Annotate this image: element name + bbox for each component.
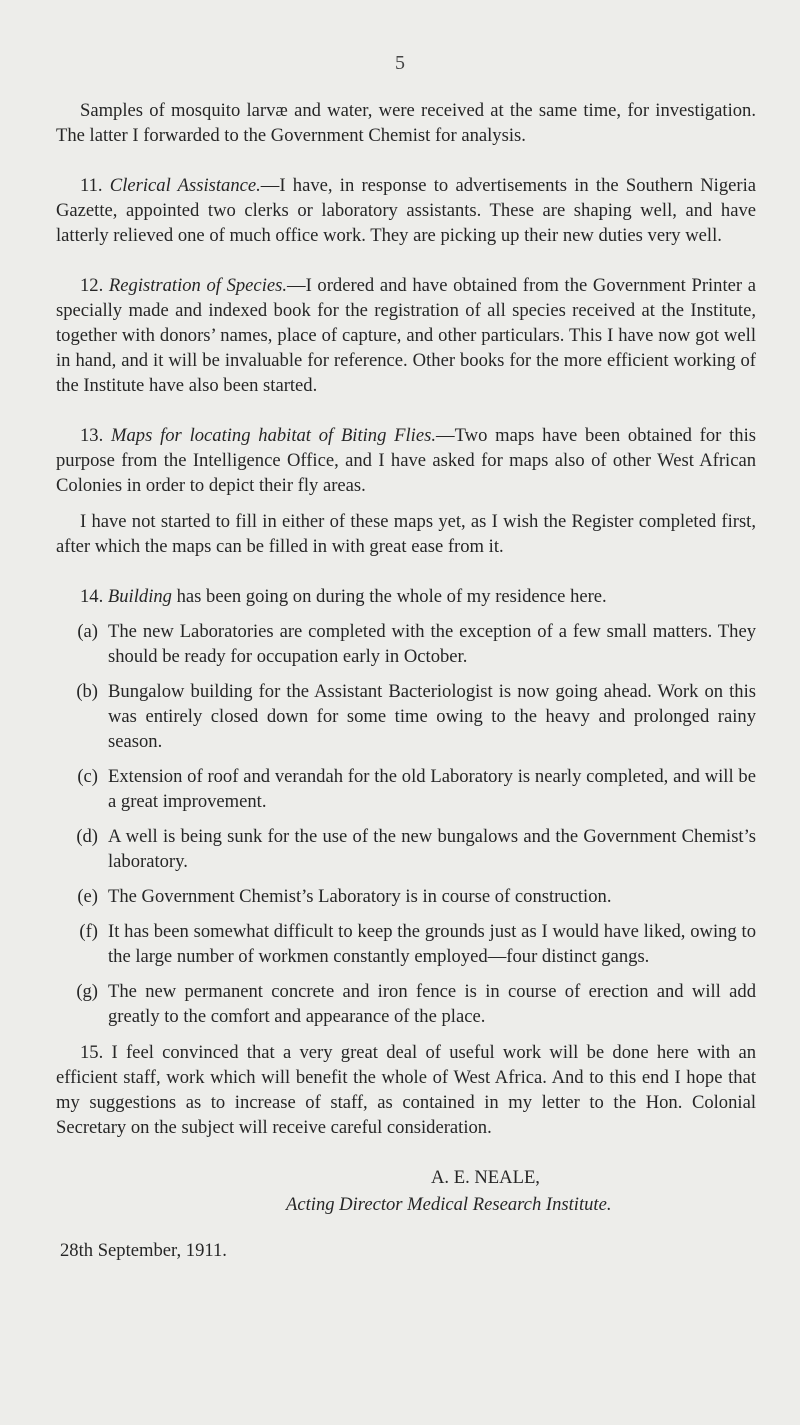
section-13-text: —Two maps have been obtained for this purpose from the Intelligence Office, and I have asked for maps also of other West African Colonies in order to depict their fly areas. bbox=[56, 425, 756, 496]
section-11-heading: Clerical Assistance. bbox=[109, 175, 261, 196]
section-13-number: 13. bbox=[80, 425, 104, 446]
intro-paragraph: Samples of mosquito larvæ and water, were received at the same time, for investigation. The latter I forwarded to the Government Chemist for analysis. bbox=[56, 100, 756, 146]
section-14-text: has been going on during the whole of my residence here. bbox=[171, 586, 607, 607]
section-12-number: 12. bbox=[80, 275, 104, 296]
section-13 bbox=[56, 423, 756, 498]
list-item-text: The new permanent concrete and iron fence is in course of erection and will add greatly to the comfort and appearance of the place. bbox=[108, 981, 756, 1027]
section-14-number: 14. bbox=[80, 586, 104, 607]
section-12-text: —I ordered and have obtained from the Government Printer a specially made and indexed book for the registration of all species received at the Institute, together with donors’ names, place of capture, and other particulars. This I have now got well in hand, and it will be invaluable for reference. Other books for the more efficient working of the Institute have also been started. bbox=[56, 275, 756, 396]
list-item-label: (c) bbox=[77, 766, 98, 787]
list-item-text: The new Laboratories are completed with the exception of a few small matters. They should be ready for occupation early in October. bbox=[108, 621, 756, 667]
section-13-paragraph-2: I have not started to fill in either of these maps yet, as I wish the Register completed first, after which the maps can be filled in with great ease from it. bbox=[56, 511, 756, 557]
section-14 bbox=[56, 584, 756, 609]
section-13-heading: Maps for locating habitat of Biting Flies. bbox=[111, 425, 436, 446]
list-item-text: It has been somewhat difficult to keep the grounds just as I would have liked, owing to the large number of workmen constantly employed—four distinct gangs. bbox=[108, 921, 756, 967]
list-item bbox=[56, 919, 756, 969]
list-item-text: The Government Chemist’s Laboratory is in course of construction. bbox=[108, 886, 612, 907]
section-14-heading: Building bbox=[107, 586, 172, 607]
section-12 bbox=[56, 273, 756, 398]
section-11 bbox=[56, 173, 756, 248]
list-item-label: (b) bbox=[76, 681, 98, 702]
document-date bbox=[56, 1238, 756, 1263]
list-item-text: A well is being sunk for the use of the new bungalows and the Government Chemist’s laboratory. bbox=[108, 826, 756, 872]
list-item-text: Bungalow building for the Assistant Bacteriologist is now going ahead. Work on this was entirely closed down for some time owing to the heavy and prolonged rainy season. bbox=[108, 681, 756, 752]
list-item-text: Extension of roof and verandah for the old Laboratory is nearly completed, and will be a great improvement. bbox=[108, 766, 756, 812]
list-item-label: (e) bbox=[77, 886, 98, 907]
signature-name: A. E. NEALE, bbox=[431, 1167, 540, 1188]
section-12-heading: Registration of Species. bbox=[108, 275, 287, 296]
document-body bbox=[56, 98, 756, 1263]
date-text: 28th September, 1911. bbox=[60, 1240, 227, 1261]
list-item-label: (f) bbox=[79, 921, 98, 942]
list-item-label: (g) bbox=[76, 981, 98, 1002]
list-item-label: (a) bbox=[77, 621, 98, 642]
list-item bbox=[56, 679, 756, 754]
list-item bbox=[56, 979, 756, 1029]
section-15 bbox=[56, 1040, 756, 1140]
signature-title: Acting Director Medical Research Institute. bbox=[286, 1194, 612, 1215]
section-15-text: I feel convinced that a very great deal of useful work will be done here with an efficient staff, work which will benefit the whole of West Africa. And to this end I hope that my suggestions as to increase of staff, as contained in my letter to the Hon. Colonial Secretary on the subject will receive careful consideration. bbox=[56, 1042, 756, 1138]
list-item bbox=[56, 764, 756, 814]
section-11-text: —I have, in response to advertisements in the Southern Nigeria Gazette, appointed two clerks or laboratory assistants. These are shaping well, and have latterly relieved one of much office work. They are picking up their new duties very well. bbox=[56, 175, 756, 246]
section-15-number: 15. bbox=[80, 1042, 104, 1063]
list-item-label: (d) bbox=[76, 826, 98, 847]
list-item bbox=[56, 619, 756, 669]
list-item bbox=[56, 884, 756, 909]
list-item bbox=[56, 824, 756, 874]
section-11-number: 11. bbox=[80, 175, 103, 196]
page-number: 5 bbox=[395, 52, 405, 74]
